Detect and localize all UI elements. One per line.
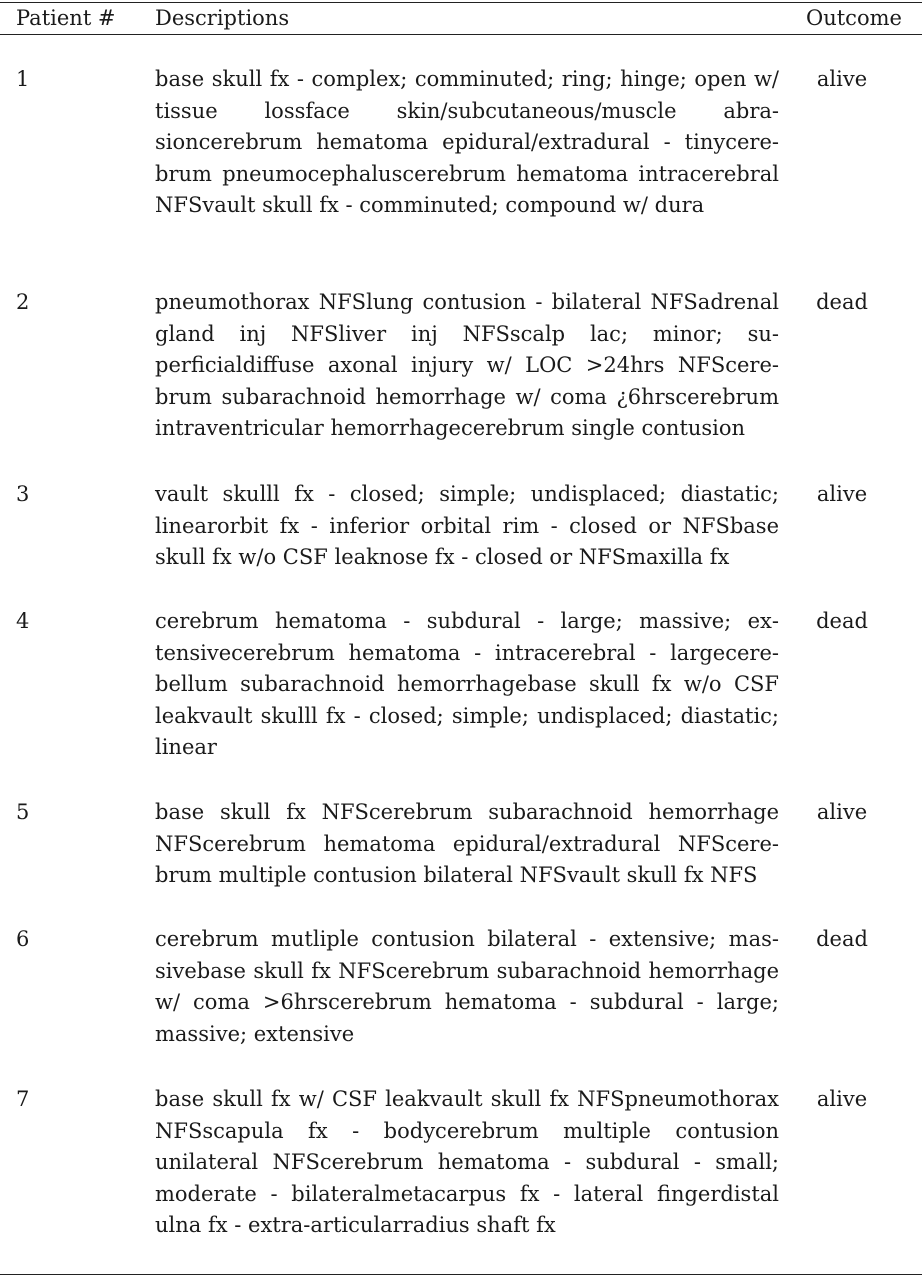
patient-number: 1 [16,67,30,91]
table-bottom-rule [0,1274,922,1275]
outcome-value: dead [816,290,868,314]
table-header [0,4,922,32]
patient-number: 6 [16,927,30,951]
outcome-value: alive [816,67,868,91]
injury-description: cerebrum mutliple contusion bilateral - extensive; massivebase skull fx NFScerebrum subarachnoid hemorrhage w/ coma >6hrscerebrum hematoma - subdural - large; massive; extensive [155,927,779,1046]
column-header-descriptions: Descriptions [155,6,290,30]
patient-number: 7 [16,1087,30,1111]
patient-number: 4 [16,609,30,633]
patient-number: 2 [16,290,30,314]
outcome-value: dead [816,927,868,951]
injury-description: base skull fx - complex; comminuted; ring; hinge; open w/ tissue lossface skin/subcutaneous/muscle abrasioncerebrum hematoma epidural/extradural - tinycerebrum pneumocephaluscerebrum hematoma intracerebral NFSvault skull fx - comminuted; compound w/ dura [155,67,779,218]
column-header-patient: Patient # [16,6,116,30]
injury-description: pneumothorax NFSlung contusion - bilateral NFSadrenal gland inj NFSliver inj NFSscalp lac; minor; superficialdiffuse axonal injury w/ LOC >24hrs NFScerebrum subarachnoid hemorrhage w/ coma ¿6hrscerebrum intraventricular hemorrhagecerebrum single contusion [155,290,779,441]
patient-number: 3 [16,482,30,506]
outcome-value: alive [816,800,868,824]
outcome-value: dead [816,609,868,633]
outcome-value: alive [816,1087,868,1111]
table-header-rule [0,34,922,35]
column-header-outcome: Outcome [806,6,902,30]
outcome-value: alive [816,482,868,506]
patient-number: 5 [16,800,30,824]
injury-description: base skull fx w/ CSF leakvault skull fx NFSpneumothorax NFSscapula fx - bodycerebrum multiple contusion unilateral NFScerebrum hematoma - subdural - small; moderate - bilateralmetacarpus fx - lateral fingerdistal ulna fx - extra-articularradius shaft fx [155,1087,779,1238]
injury-description: base skull fx NFScerebrum subarachnoid hemorrhage NFScerebrum hematoma epidural/extradural NFScerebrum multiple contusion bilateral NFSvault skull fx NFS [155,800,779,888]
table-top-rule [0,2,922,3]
injury-description: vault skulll fx - closed; simple; undisplaced; diastatic; linearorbit fx - inferior orbital rim - closed or NFSbase skull fx w/o CSF leaknose fx - closed or NFSmaxilla fx [155,482,779,570]
injury-description: cerebrum hematoma - subdural - large; massive; extensivecerebrum hematoma - intracerebral - largecerebellum subarachnoid hemorrhagebase skull fx w/o CSF leakvault skulll fx - closed; simple; undisplaced; diastatic; linear [155,609,779,760]
